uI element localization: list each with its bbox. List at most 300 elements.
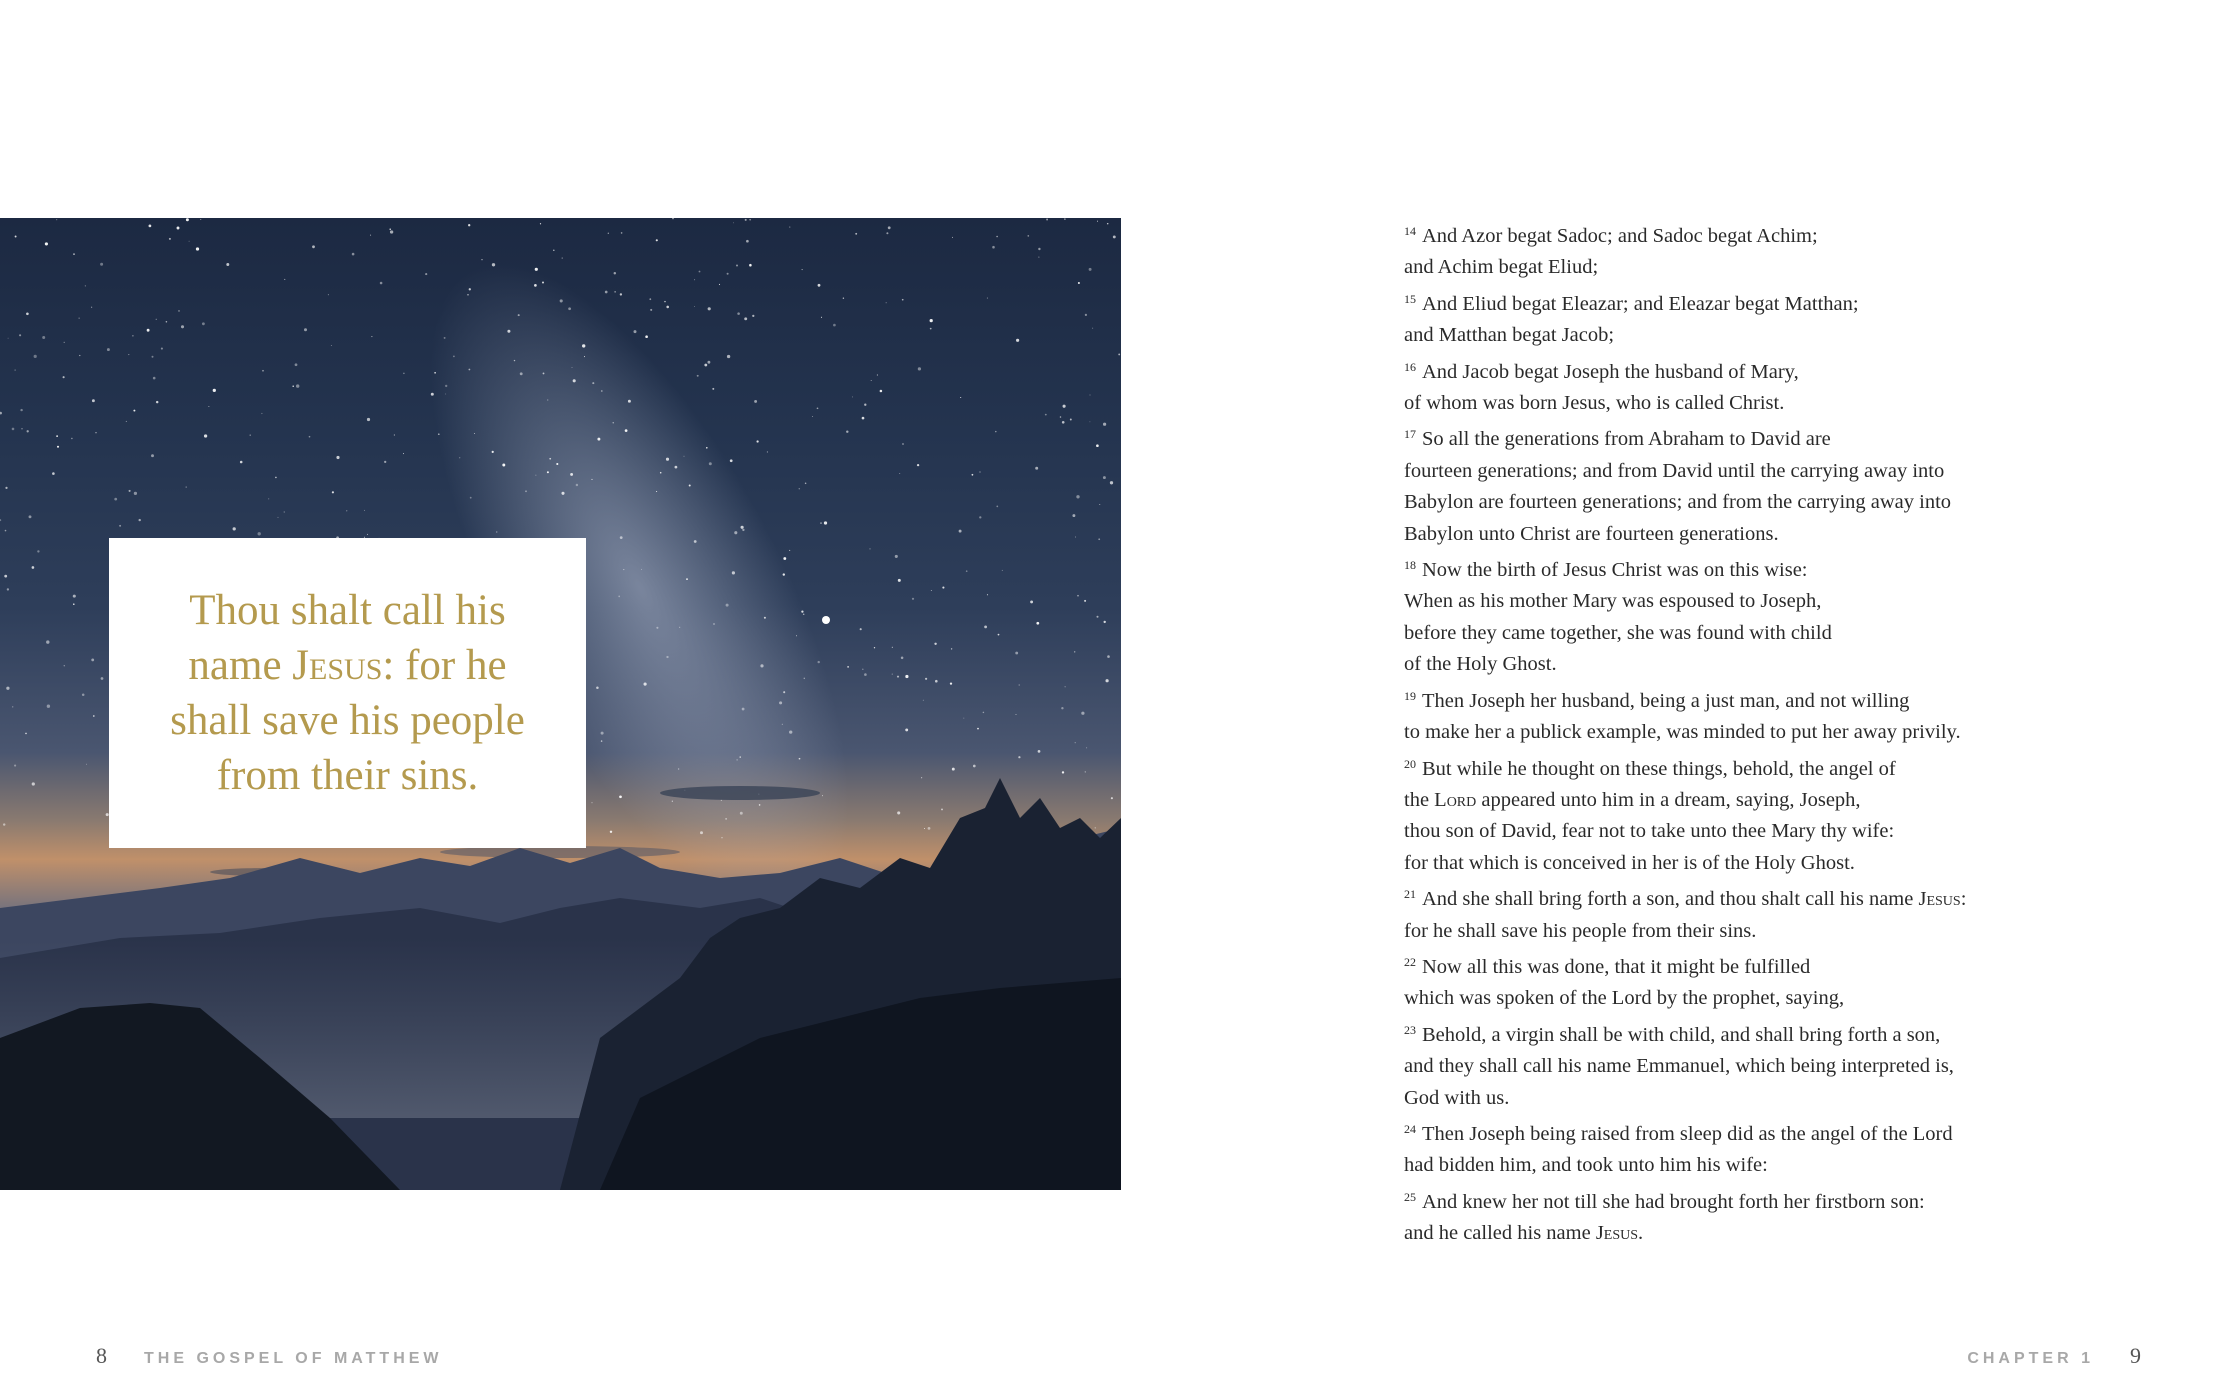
quote-line	[170, 748, 525, 803]
star	[467, 294, 469, 296]
small-caps-word: Lord	[1434, 788, 1477, 811]
star	[979, 516, 981, 518]
star	[614, 291, 615, 292]
star	[672, 801, 673, 802]
verse-line	[1404, 916, 2044, 947]
star	[470, 497, 472, 499]
star	[1103, 423, 1106, 426]
text-run: which was spoken of the Lord by the prophet, saying,	[1404, 987, 1845, 1010]
star	[556, 463, 558, 465]
star	[801, 610, 803, 612]
star	[561, 492, 564, 495]
star	[1107, 655, 1110, 658]
star	[177, 227, 180, 230]
star	[547, 471, 549, 473]
verse-line	[1404, 1015, 2044, 1051]
verse-line	[1404, 487, 2044, 518]
star	[14, 765, 16, 767]
star	[591, 479, 592, 480]
star	[877, 374, 878, 375]
star	[0, 412, 2, 415]
star	[862, 417, 865, 420]
star	[959, 530, 962, 533]
star	[860, 628, 862, 630]
star	[708, 307, 711, 310]
star	[745, 219, 747, 221]
star	[779, 701, 782, 704]
star	[675, 466, 678, 469]
text-run: Behold, a virgin shall be with child, and shall bring forth a son,	[1422, 1023, 1941, 1046]
star	[12, 428, 15, 431]
star	[403, 373, 404, 374]
star	[742, 708, 745, 711]
star	[824, 521, 827, 524]
star	[706, 447, 708, 449]
star	[992, 246, 995, 249]
star	[21, 428, 22, 429]
star	[445, 394, 446, 395]
verse-line	[1404, 816, 2044, 847]
star	[64, 665, 65, 666]
star	[1096, 616, 1098, 618]
star	[789, 730, 792, 733]
star	[332, 491, 334, 493]
star	[549, 458, 551, 460]
verse-number: 24	[1404, 1121, 1416, 1136]
star	[189, 241, 190, 242]
star	[799, 488, 800, 489]
star	[15, 370, 16, 371]
star	[987, 298, 988, 299]
star	[32, 566, 35, 569]
text-run: the	[1404, 788, 1435, 811]
star	[213, 389, 216, 392]
star	[979, 471, 980, 472]
verse-line	[1404, 550, 2044, 586]
star	[79, 355, 80, 356]
text-run: But while he thought on these things, behold, the angel of	[1422, 757, 1896, 780]
verse-line	[1404, 947, 2044, 983]
star	[384, 461, 386, 463]
star	[783, 573, 785, 575]
star	[1015, 652, 1018, 655]
star	[576, 484, 578, 486]
star	[92, 399, 95, 402]
verse-line	[1404, 1114, 2044, 1150]
star	[352, 253, 355, 256]
star	[621, 232, 623, 234]
star	[620, 536, 623, 539]
quote-line	[170, 693, 525, 748]
star	[1103, 476, 1106, 479]
star	[425, 273, 427, 275]
star	[56, 219, 57, 220]
star	[535, 268, 538, 271]
star	[727, 273, 729, 275]
star	[912, 598, 914, 600]
star	[789, 227, 790, 228]
star	[725, 818, 727, 820]
star	[346, 510, 347, 511]
star	[37, 550, 39, 552]
verse-line	[1404, 848, 2044, 879]
star	[394, 435, 395, 436]
star	[15, 236, 17, 238]
quote-line	[170, 583, 525, 638]
star	[364, 510, 365, 511]
pull-quote	[170, 583, 525, 803]
star	[151, 454, 154, 457]
text-run: for that which is conceived in her is of the Holy Ghost.	[1404, 851, 1855, 874]
verse-line	[1404, 252, 2044, 283]
text-run: And Eliud begat Eleazar; and Eleazar begat Matthan;	[1422, 292, 1859, 315]
verse-number: 25	[1404, 1189, 1416, 1204]
star	[597, 438, 600, 441]
left-page-footer	[96, 1343, 443, 1369]
bright-star	[822, 616, 830, 624]
star	[634, 330, 637, 333]
star	[73, 253, 75, 255]
star	[707, 361, 710, 364]
star	[973, 765, 976, 768]
star	[802, 269, 803, 270]
star	[897, 811, 900, 814]
verse-line	[1404, 519, 2044, 550]
star	[783, 691, 785, 693]
star	[12, 706, 13, 707]
star	[821, 317, 822, 318]
star	[560, 299, 563, 302]
star	[573, 379, 576, 382]
star	[1038, 257, 1039, 258]
star	[998, 634, 1000, 636]
star	[292, 385, 293, 386]
star	[47, 705, 50, 708]
star	[468, 369, 470, 371]
star	[390, 230, 393, 233]
star	[56, 435, 58, 437]
star	[782, 724, 783, 725]
star	[1074, 651, 1075, 652]
star	[917, 464, 919, 466]
star	[596, 686, 599, 689]
star	[619, 795, 622, 798]
text-run: Babylon are fourteen generations; and from the carrying away into	[1404, 491, 1952, 514]
star	[1027, 235, 1029, 237]
verse-line	[1404, 749, 2044, 785]
star	[925, 678, 927, 680]
verse-line	[1404, 717, 2044, 748]
star	[502, 464, 505, 467]
cloud-wisp	[660, 786, 820, 800]
text-run: So all the generations from Abraham to David are	[1422, 428, 1831, 451]
star	[1095, 827, 1096, 828]
star	[683, 456, 684, 457]
star	[888, 226, 891, 229]
star	[295, 363, 298, 366]
star	[1062, 421, 1065, 424]
star	[613, 422, 614, 423]
star	[152, 356, 154, 358]
star	[178, 310, 180, 312]
star	[605, 291, 608, 294]
star	[905, 675, 908, 678]
star	[843, 298, 844, 299]
star	[1089, 421, 1090, 422]
star	[434, 372, 436, 374]
verse-number: 19	[1404, 688, 1416, 703]
star	[721, 800, 722, 801]
star	[82, 694, 85, 697]
star	[7, 588, 9, 590]
star	[749, 264, 752, 267]
verse-line	[1404, 284, 2044, 320]
text-run: before they came together, she was found with child	[1404, 621, 1832, 644]
star	[166, 321, 168, 323]
star	[64, 342, 65, 343]
star	[101, 677, 104, 680]
star	[799, 758, 801, 760]
text-run: God with us.	[1404, 1086, 1510, 1109]
text-run: appeared unto him in a dream, saying, Joseph,	[1476, 788, 1861, 811]
star	[268, 498, 269, 499]
star	[1065, 686, 1066, 687]
star	[996, 506, 998, 508]
star	[1036, 622, 1039, 625]
star	[721, 837, 722, 838]
verse-number: 21	[1404, 887, 1416, 902]
star	[730, 459, 733, 462]
star	[6, 687, 9, 690]
star	[34, 355, 37, 358]
star	[984, 625, 987, 628]
running-head-right: CHAPTER 1	[1967, 1350, 2094, 1367]
star	[697, 375, 699, 377]
text-run: fourteen generations; and from David until the carrying away into	[1404, 459, 1945, 482]
star	[42, 336, 45, 339]
star	[100, 263, 103, 266]
star	[846, 430, 848, 432]
text-run: : for he	[382, 642, 507, 689]
star	[820, 522, 821, 523]
star	[514, 360, 515, 361]
star	[3, 823, 5, 825]
star	[492, 263, 495, 266]
star	[660, 472, 662, 474]
verse-text-block	[1404, 216, 2044, 1250]
star	[918, 367, 921, 370]
verse-number: 17	[1404, 427, 1416, 442]
verse-number: 16	[1404, 359, 1416, 374]
verse-line	[1404, 983, 2044, 1014]
running-head-left: THE GOSPEL OF MATTHEW	[144, 1350, 443, 1367]
star	[1035, 467, 1038, 470]
star	[1045, 414, 1047, 416]
star	[79, 318, 80, 319]
star	[331, 345, 332, 346]
star	[620, 293, 622, 295]
star	[91, 307, 92, 308]
star	[899, 473, 900, 474]
star	[756, 440, 758, 442]
star	[1038, 248, 1040, 250]
star	[1078, 282, 1080, 284]
star	[226, 263, 229, 266]
star	[200, 219, 201, 220]
star	[32, 782, 35, 785]
star	[459, 457, 460, 458]
star	[666, 458, 669, 461]
star	[1018, 756, 1020, 758]
star	[623, 569, 624, 570]
star	[380, 282, 383, 285]
star	[584, 356, 585, 357]
star	[740, 756, 741, 757]
star	[934, 643, 936, 645]
star	[740, 812, 743, 815]
star	[689, 485, 691, 487]
star	[812, 416, 813, 417]
star	[700, 831, 703, 834]
star	[186, 486, 187, 487]
star	[759, 804, 761, 806]
star	[1107, 223, 1108, 224]
right-page-footer	[1967, 1343, 2141, 1369]
verse-line	[1404, 320, 2044, 351]
star	[804, 678, 805, 679]
text-run: And she shall bring forth a son, and thou shalt call his name	[1422, 888, 1919, 911]
star	[1070, 419, 1072, 421]
text-run: had bidden him, and took unto him his wife:	[1404, 1154, 1768, 1177]
star	[27, 430, 29, 432]
star	[783, 557, 786, 560]
star	[656, 239, 658, 241]
star	[186, 218, 189, 221]
star	[250, 434, 251, 435]
star	[608, 233, 609, 234]
star	[262, 370, 264, 372]
star	[46, 640, 49, 643]
star	[1016, 714, 1017, 715]
star	[86, 764, 87, 765]
star	[972, 474, 974, 476]
star	[1046, 219, 1048, 221]
star	[149, 225, 152, 228]
star	[1085, 771, 1086, 772]
star	[942, 587, 944, 589]
star	[995, 431, 996, 432]
star	[1089, 268, 1092, 271]
star	[5, 487, 7, 489]
star	[614, 272, 616, 274]
star	[474, 433, 475, 434]
star	[1106, 679, 1109, 682]
text-run: name	[188, 642, 293, 689]
star	[930, 328, 932, 330]
star	[1062, 771, 1064, 773]
star	[1110, 481, 1113, 484]
star	[650, 309, 652, 311]
verse-number: 18	[1404, 558, 1416, 573]
star	[734, 531, 737, 534]
star	[712, 388, 714, 390]
star	[678, 768, 679, 769]
star	[1081, 712, 1084, 715]
verse-line	[1404, 388, 2044, 419]
star	[897, 676, 899, 678]
star	[309, 436, 311, 438]
text-run: Then Joseph her husband, being a just man, and not willing	[1422, 689, 1910, 712]
star	[996, 236, 998, 238]
verse-line	[1404, 352, 2044, 388]
star	[1038, 750, 1041, 753]
star	[760, 664, 763, 667]
text-run: Now the birth of Jesus Christ was on this wise:	[1422, 559, 1808, 582]
star	[181, 325, 184, 328]
verse-number: 14	[1404, 224, 1416, 238]
star	[156, 401, 158, 403]
star	[296, 384, 299, 387]
verse-number: 20	[1404, 756, 1416, 771]
star	[864, 404, 866, 406]
star	[864, 673, 867, 676]
star	[1089, 394, 1090, 395]
star	[1086, 748, 1087, 749]
star	[553, 250, 555, 252]
text-run: And Azor begat Sadoc; and Sadoc begat Achim;	[1422, 225, 1818, 247]
star	[601, 732, 604, 735]
star	[1099, 504, 1100, 505]
verse-line	[1404, 586, 2044, 617]
star	[444, 337, 446, 339]
star	[862, 669, 864, 671]
star	[931, 590, 932, 591]
star	[507, 330, 510, 333]
star	[93, 715, 95, 717]
text-run: to make her a publick example, was minded to put her away privily.	[1404, 721, 1961, 744]
star	[902, 443, 903, 444]
star	[871, 380, 872, 381]
star	[91, 659, 94, 662]
star	[63, 376, 65, 378]
star	[699, 271, 701, 273]
verse-number: 23	[1404, 1022, 1416, 1037]
quote-line	[170, 638, 525, 693]
star	[525, 490, 527, 492]
page-number-left: 8	[96, 1343, 107, 1368]
text-run: thou son of David, fear not to take unto thee Mary thy wife:	[1404, 820, 1895, 843]
star	[1097, 221, 1098, 222]
star	[139, 519, 141, 521]
star	[656, 627, 658, 629]
text-run: Babylon unto Christ are fourteen generations.	[1404, 522, 1779, 545]
star	[895, 555, 898, 558]
star	[445, 385, 447, 387]
star	[796, 635, 797, 636]
star	[966, 570, 968, 572]
verse-line	[1404, 1083, 2044, 1114]
star	[905, 728, 908, 731]
star	[902, 299, 904, 301]
star	[19, 334, 21, 336]
text-run: :	[1960, 888, 1967, 911]
star	[582, 344, 585, 347]
star	[196, 247, 199, 250]
star	[25, 733, 27, 735]
star	[924, 828, 925, 829]
star	[666, 306, 669, 309]
verse-line	[1404, 216, 2044, 252]
